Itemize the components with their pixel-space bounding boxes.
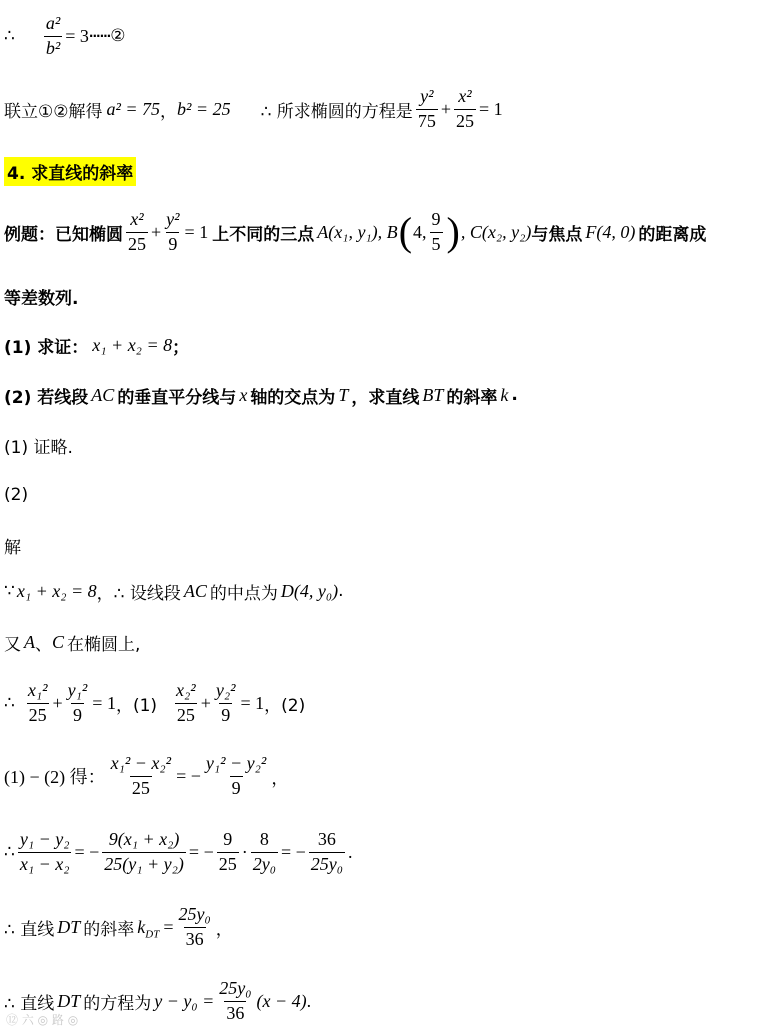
fraction: $\frac{\text{a²}}{\text{b²}}$ <box>45 12 61 58</box>
step-3: ∴ $\frac{\text{x₁²}}{25}$ + $\frac{\text{y₁²}}{9}$ = 1 ，(1) $\frac{\text{x₂²}}{25}$ + $\frac{\text{y₂²}}{9}$ = 1 ，(2) <box>4 679 306 725</box>
watermark: ⑫ 六 ◎ 路 ◎ <box>6 1013 79 1027</box>
step-2: 又 A 、 C 在椭圆上, <box>4 631 141 655</box>
line-1: ∴ $\frac{\text{a²}}{\text{b²}}$ = 3 ······ ② <box>4 12 126 58</box>
example-line: 例题：已知椭圆 $\frac{\text{x²}}{25}$ + $\frac{\text{y²}}{9}$ = 1 上不同的三点 A(x₁, y₁), B ( 4, $\frac{9}{5}$ ) , C(x₂, y₂) 与焦点 F(4, 0) 的距离成 <box>4 208 707 254</box>
answer-1: (1) 证略. <box>4 437 73 458</box>
section-heading: 4. 求直线的斜率 <box>4 158 775 184</box>
step-1: ∵ x₁ + x₂ = 8 ，∴ 设线段 AC 的中点为 D(4, y₀) . <box>4 580 344 604</box>
therefore-symbol: ∴ <box>4 26 15 46</box>
line-2: 联立①②解得 a² = 75 ， b² = 25 ∴ 所求椭圆的方程是 $\frac{\text{y²}}{75}$ + $\frac{\text{x²}}{25}$ = 1 <box>4 85 503 131</box>
step-7: ∴ 直线 DT 的方程为 y − y₀ = $\frac{\text{25y₀}}{36}$ (x − 4) . <box>4 977 312 1023</box>
step-6: ∴ 直线 DT 的斜率 $k_{DT}$ = $\frac{\text{25y₀}}{36}$ ， <box>4 903 233 949</box>
solution-label: 解 <box>4 537 21 558</box>
step-4: (1) − (2) 得： $\frac{\text{x₁² − x₂²}}{25}$ = − $\frac{\text{y₁² − y₂²}}{9}$ ， <box>4 752 289 798</box>
question-1: (1) 求证： x₁ + x₂ = 8 ； <box>4 334 190 358</box>
question-2: (2) 若线段 AC 的垂直平分线与 x 轴的交点为 T ，求直线 BT 的斜率 k . <box>4 384 518 408</box>
example-continuation: 等差数列. <box>4 288 79 309</box>
answer-2-label: (2) <box>4 485 29 505</box>
step-5: ∴ $\frac{\text{y₁ − y₂}}{\text{x₁ − x₂}}$ = − $\frac{\text{9(x₁ + x₂)}}{\text{25(y₁ + y₂)}}$ = − $\frac{9}{25}$ · $\frac{8}{\text{2y₀}}$ = − $\frac{36}{\text{25y₀}}$ . <box>4 828 353 874</box>
